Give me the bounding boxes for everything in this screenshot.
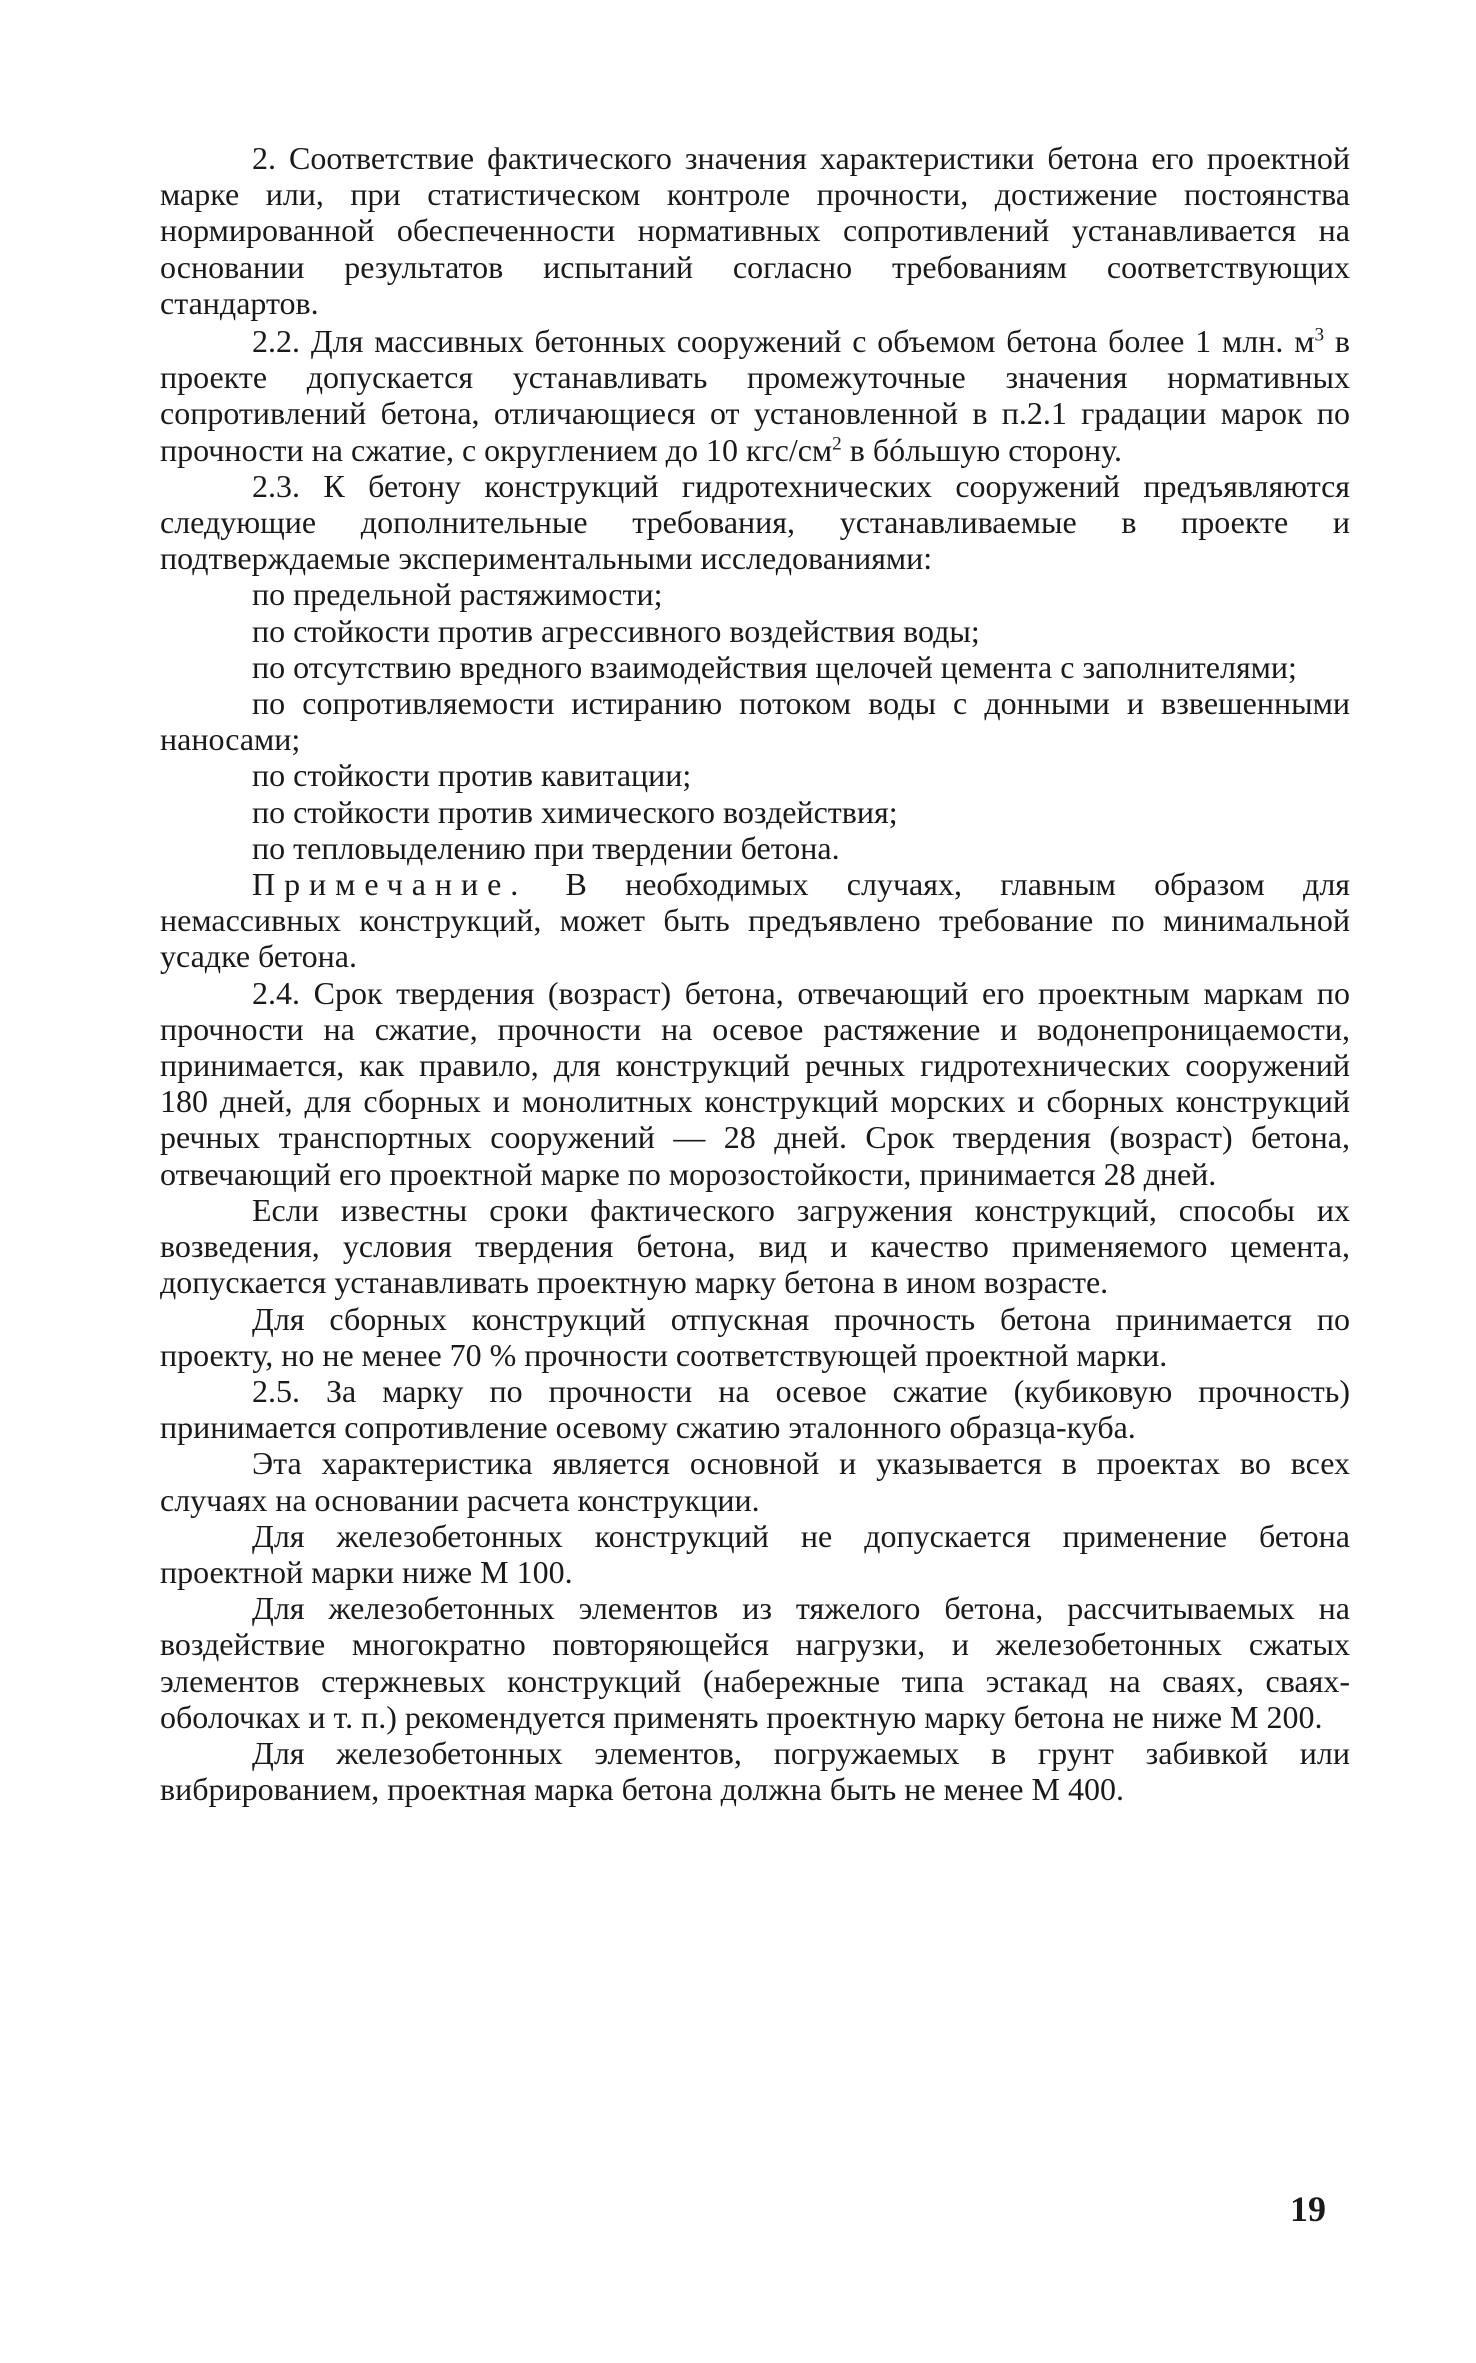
requirement-item: по тепловыделению при твердении бетона. [252,829,840,866]
paragraph-2-2-part-b: в проекте допускается устанавливать промежуточные значения нормативных сопротивлений бетона, отличающиеся от установленной в п.2.1 градации марок по прочности на сжатие, с округлением до 10 кгс/см [160,323,1351,468]
paragraph-2-4-b: Если известны сроки фактического загружения конструкций, способы их возведения, условия твердения бетона, вид и качество применяемого цемента, допускается устанавливать проектную марку бетона в ином возрасте. [160,1191,1350,1301]
paragraph-2-5-d: Для железобетонных элементов из тяжелого бетона, рассчитываемых на воздействие многократно повторяющейся нагрузки, и железобетонных сжатых элементов стержневых конструкций (набережные типа эстакад на сваях, сваях-оболочках и т. п.) рекомендуется применять проектную марку бетона не ниже М 200. [160,1590,1350,1735]
note [160,866,1350,975]
superscript-3: 3 [1314,324,1325,346]
paragraph-2-4-c: Для сборных конструкций отпускная прочность бетона принимается по проекту, но не менее 70 % прочности соответствующей проектной марки. [160,1300,1350,1373]
paragraph-2: 2. Соответствие фактического значения характеристики бетона его проектной марке или, при статистическом контроле прочности, достижение постоянства нормированной обеспеченности нормативных сопротивлений устанавливается на основании результатов испытаний согласно требованиям соответствующих стандартов. [160,140,1350,321]
requirement-item: по стойкости против кавитации; [252,757,692,794]
requirement-item: по предельной растяжимости; [252,576,663,613]
paragraph-2-2-part-a: 2.2. Для массивных бетонных сооружений с объемом бетона более 1 млн. м [252,323,1315,360]
paragraph-2-3: 2.3. К бетону конструкций гидротехнических сооружений предъявляются следующие дополнительные требования, устанавливаемые в проекте и подтверждаемые экспериментальными исследованиями: [160,467,1350,577]
page-number: 19 [1290,2189,1326,2229]
superscript-2: 2 [832,432,842,454]
page-body [160,140,1350,1807]
note-text: В необходимых случаях, главным образом для немассивных конструкций, может быть предъявлено требование по минимальной усадке бетона. [160,866,1350,975]
paragraph-2-5-e: Для железобетонных элементов, погружаемых в грунт забивкой или вибрированием, проектная марка бетона должна быть не менее М 400. [160,1734,1350,1808]
paragraph-2-2-part-c: в бóльшую сторону. [841,431,1122,468]
paragraph-2-4: 2.4. Срок твердения (возраст) бетона, отвечающий его проектным маркам по прочности на сжатие, прочности на осевое растяжение и водонепроницаемости, принимается, как правило, для конструкций речных гидротехнических сооружений 180 дней, для сборных и монолитных конструкций морских и сборных конструкций речных транспортных сооружений — 28 дней. Срок твердения (возраст) бетона, отвечающий его проектной марке по морозостойкости, принимается 28 дней. [160,974,1350,1192]
paragraph-2-5: 2.5. За марку по прочности на осевое сжатие (кубиковую прочность) принимается сопротивление осевому сжатию эталонного образца-куба. [160,1372,1350,1446]
requirement-item: по отсутствию вредного взаимодействия щелочей цемента с заполнителями; [252,648,1297,685]
paragraph-2-5-c: Для железобетонных конструкций не допускается применение бетона проектной марки ниже М 100. [160,1517,1350,1590]
paragraph-2-2 [160,323,1350,468]
requirement-item: по стойкости против химического воздействия; [252,793,898,830]
requirement-item: по стойкости против агрессивного воздействия воды; [252,612,980,649]
paragraph-2-5-b: Эта характеристика является основной и указывается в проектах во всех случаях на основании расчета конструкции. [160,1445,1350,1518]
note-label: Примечание. [252,866,528,903]
requirement-item: по сопротивляемости истиранию потоком воды с донными и взвешенными наносами; [160,685,1350,758]
